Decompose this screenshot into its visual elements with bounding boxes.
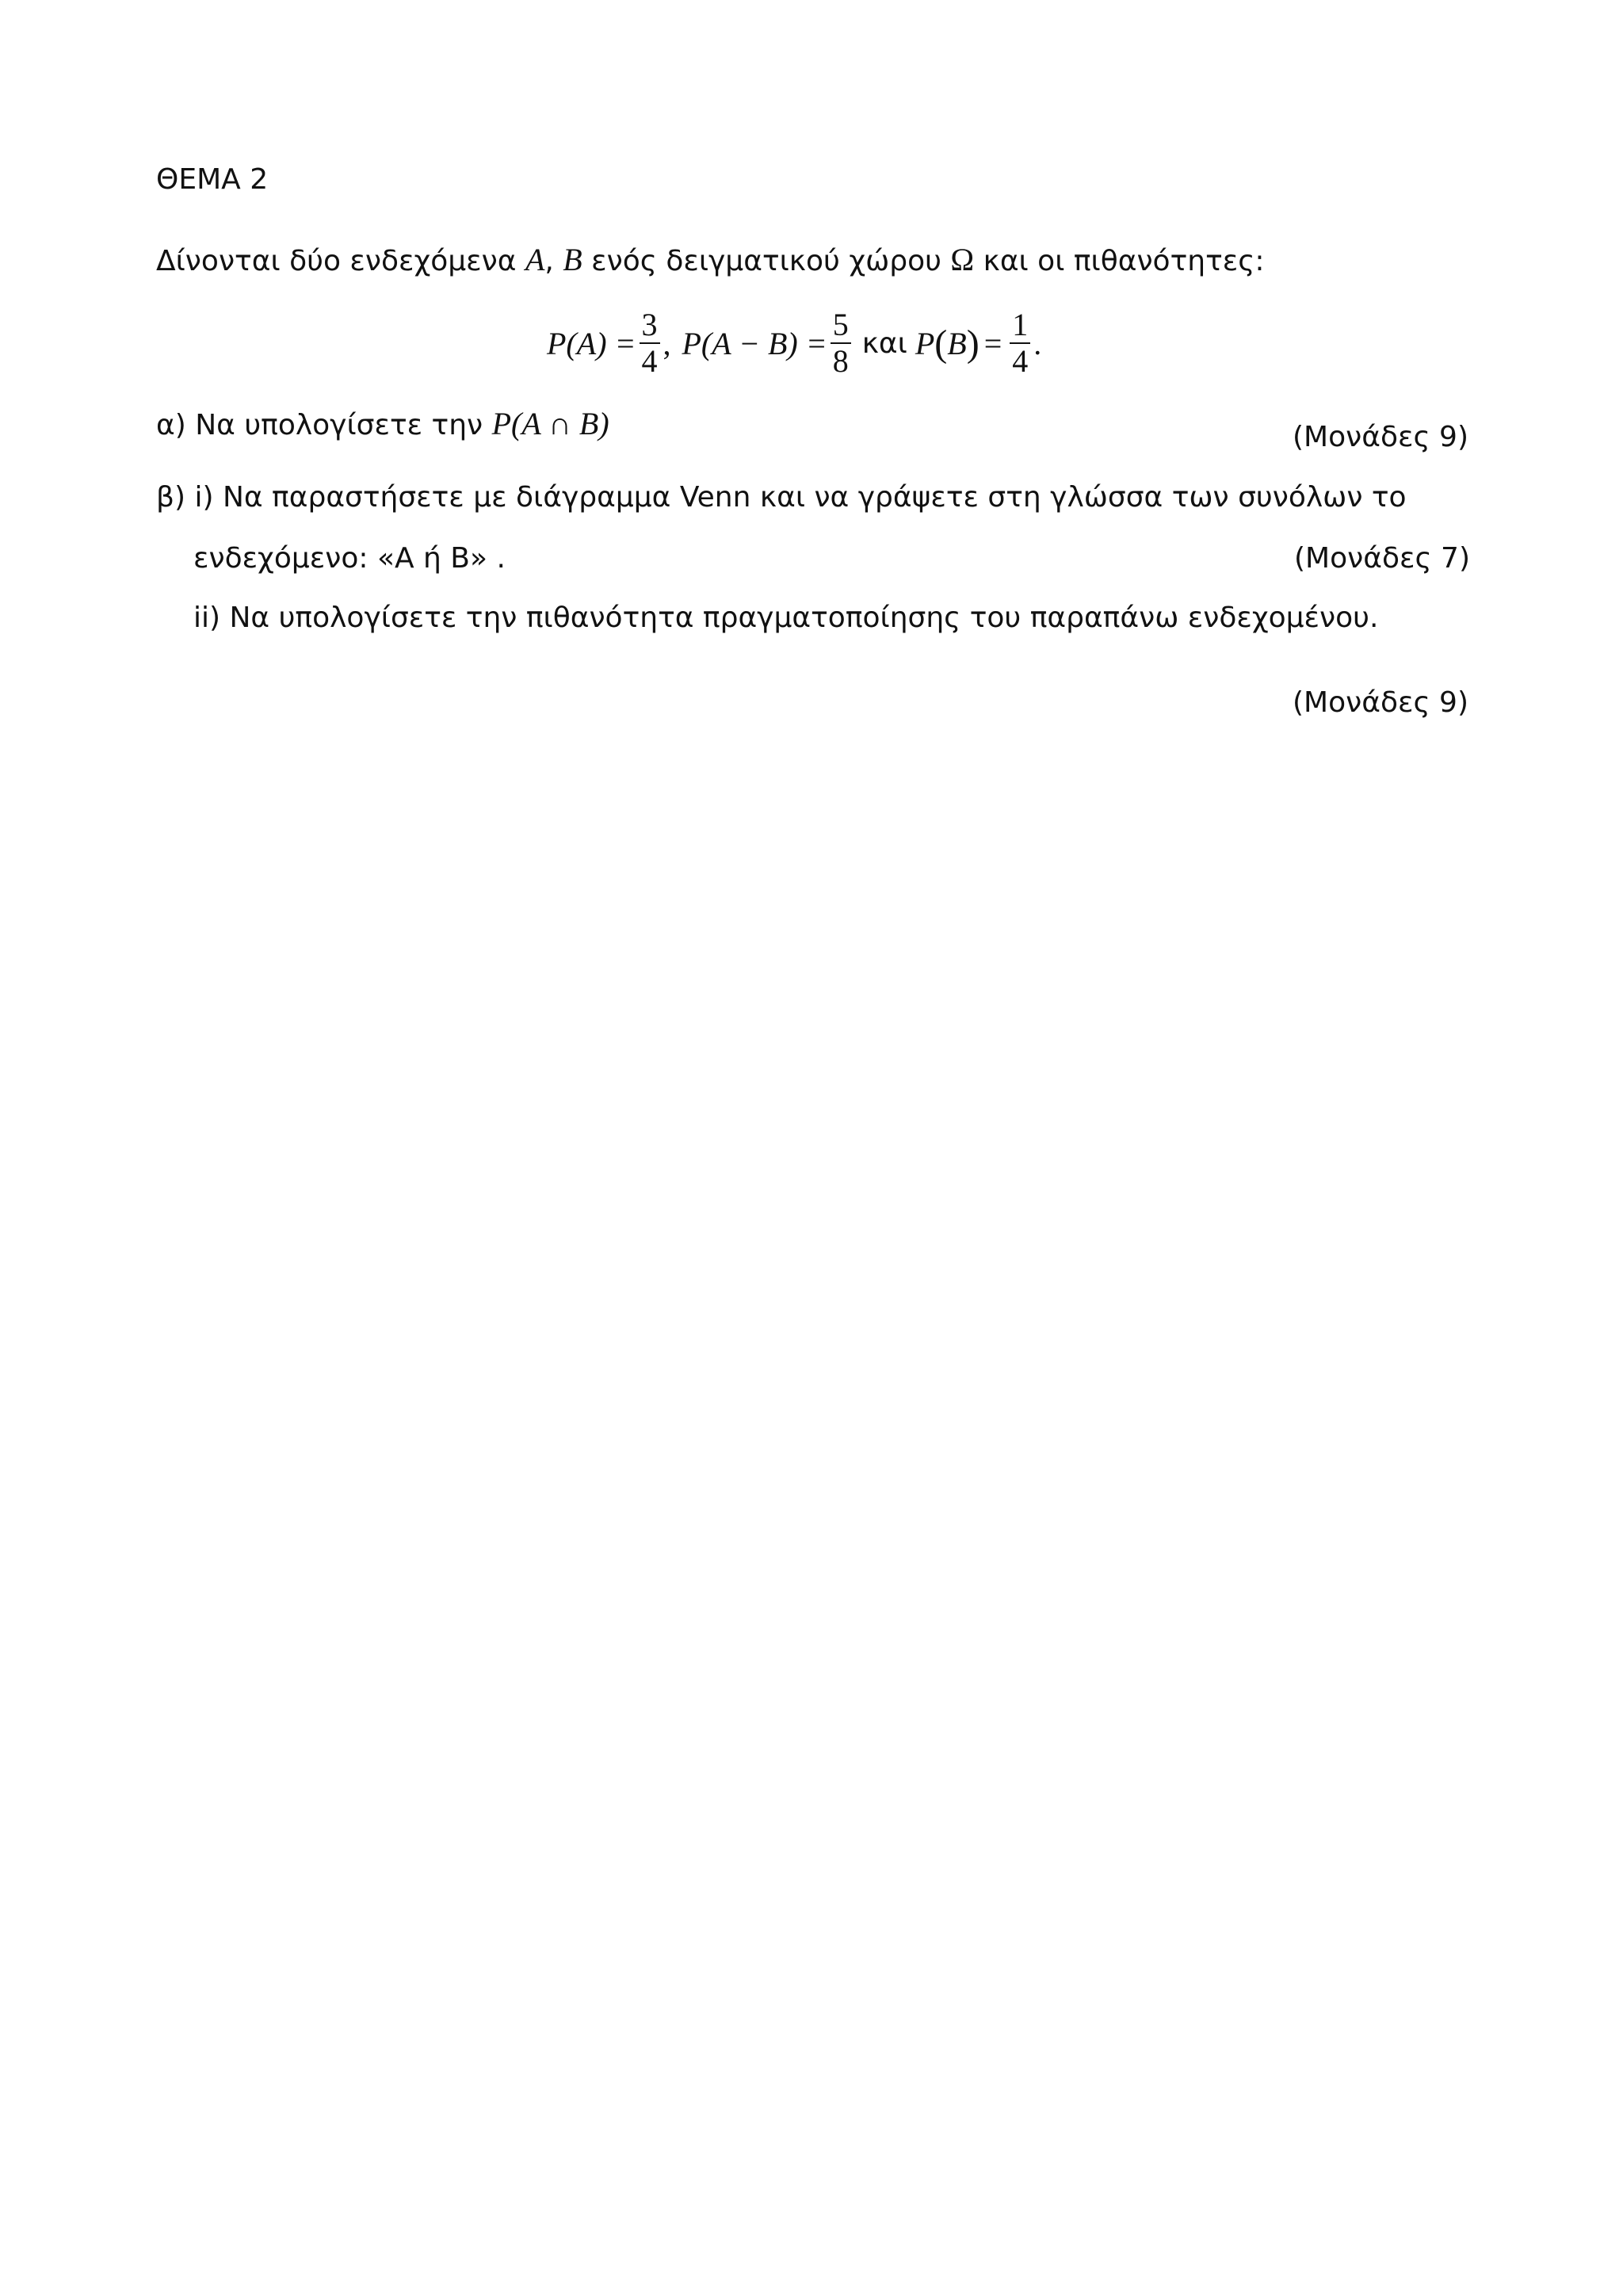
question-a-math: P(A ∩ B) [491, 406, 609, 441]
pab-label: P(A − B) = [682, 325, 827, 361]
intro-comma: , [544, 245, 554, 277]
intro-text-1: Δίνονται δύο ενδεχόμενα [156, 245, 517, 277]
topic-heading: ΘΕΜΑ 2 [156, 163, 269, 196]
pb-var: B [947, 325, 967, 361]
pab-numerator: 5 [832, 307, 849, 342]
question-a [156, 407, 609, 443]
omega-symbol: Ω [950, 242, 975, 277]
intro-text-2: ενός δειγματικού χώρου [591, 245, 941, 277]
question-b-i-points: (Μονάδες 7) [1294, 542, 1470, 575]
pa-denominator: 4 [641, 343, 658, 379]
pb-close-paren: ) [966, 322, 980, 365]
pa-numerator: 3 [641, 307, 658, 342]
event-b-symbol: B [563, 242, 582, 277]
formula-separator: , [663, 325, 671, 361]
pb-equals: = [983, 325, 1002, 361]
question-b-i-line1: β) i) Να παραστήσετε με διάγραμμα Venn και να γράψετε στη γλώσσα των συνόλων το [156, 481, 1407, 514]
pb-fraction [1010, 308, 1030, 379]
question-b-ii: ii) Να υπολογίσετε την πιθανότητα πραγματοποίησης του παραπάνω ενδεχομένου. [193, 602, 1379, 634]
formula-period: . [1033, 325, 1042, 361]
pa-label: P(A) = [547, 325, 636, 361]
question-a-text: α) Να υπολογίσετε την [156, 409, 483, 441]
pab-fraction [831, 308, 851, 379]
pb-numerator: 1 [1012, 307, 1029, 342]
question-b-ii-points: (Μονάδες 9) [1293, 686, 1468, 719]
pab-denominator: 8 [832, 343, 849, 379]
and-word: και [861, 327, 907, 360]
probabilities-formula [547, 300, 1041, 387]
question-a-points: (Μονάδες 9) [1293, 421, 1468, 453]
pa-fraction [640, 308, 660, 379]
event-a-symbol: A [525, 242, 545, 277]
pb-open-paren: ( [934, 322, 948, 365]
question-b-i-line2: ενδεχόμενο: «Α ή Β» . [193, 542, 506, 575]
pb-denominator: 4 [1012, 343, 1029, 379]
intro-text-3: και οι πιθανότητες: [983, 245, 1265, 277]
pb-p: P [915, 325, 935, 361]
intro-sentence [156, 243, 1264, 279]
